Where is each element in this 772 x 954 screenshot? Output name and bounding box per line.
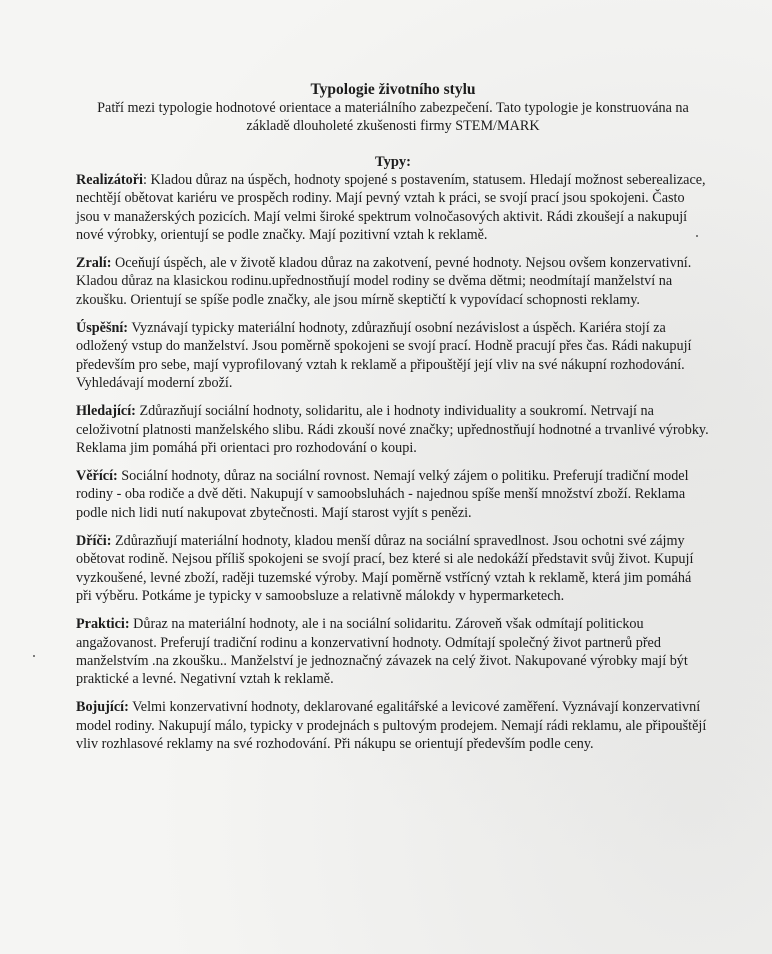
scan-speck xyxy=(696,235,698,237)
types-heading: Typy: xyxy=(375,154,411,170)
document-title: Typologie životního stylu xyxy=(310,81,476,98)
section-name: Úspěšní: xyxy=(76,320,129,337)
section-name: Zralí: xyxy=(76,255,112,272)
section-text: Kladou důraz na úspěch, hodnoty spojené s postavením, statusem. Hledají možnost seberealizace, nechtějí obětovat kariéru ve prospěch rodiny. Mají pevný vztah k práci, se svojí prací jsou spokojeni. Často jsou v manažerských pozicích. Mají velmi široké spektrum volnočasových aktivit. Rádi zkoušejí a nakupují nové výrobky, orientují se podle značky. Mají pozitivní vztah k reklamě. xyxy=(76,172,706,243)
section-praktici xyxy=(76,615,710,688)
section-hledajici xyxy=(76,402,710,457)
section-text: Sociální hodnoty, důraz na sociální rovnost. Nemají velký zájem o politiku. Preferují tradiční model rodiny - oba rodiče a dvě děti. Nakupují v samoobsluhách - najednou spíše menší množství zboží. Reklama podle nich lidi nutí nakupovat zbytečnosti. Mají starost vyjít s penězi. xyxy=(76,468,689,521)
section-text: Zdůrazňují sociální hodnoty, solidaritu, ale i hodnoty individuality a soukromí. Netrvají na celoživotní platnosti manželského slibu. Rádi zkouší nové značky; upřednostňují hodnotné a trvanlivé výrobky. Reklama jim pomáhá při orientaci pro rozhodování o koupi. xyxy=(76,403,709,456)
section-text: Vyznávají typicky materiální hodnoty, zdůrazňují osobní nezávislost a úspěch. Kariéra stojí za odložený vstup do manželství. Jsou poměrně spokojeni se svojí prací. Hodně pracují přes čas. Rádi nakupují především pro sebe, mají vyprofilovaný vztah k reklamě a připouštějí její vliv na své nákupní rozhodování. Vyhledávají moderní zboží. xyxy=(76,320,692,391)
section-text: Důraz na materiální hodnoty, ale i na sociální solidaritu. Zároveň však odmítají politickou angažovanost. Preferují tradiční rodinu a konzervativní hodnoty. Odmítají společný život partnerů před manželstvím .na zkoušku.. Manželství je jednoznačný závazek na celý život. Nakupované výrobky mají být praktické a levné. Negativní vztah k reklamě. xyxy=(76,616,688,688)
section-realizatori xyxy=(76,171,710,244)
section-bojujici xyxy=(76,698,710,753)
section-name: Bojující: xyxy=(76,699,129,716)
section-separator: : xyxy=(142,172,147,188)
document-subtitle: Patří mezi typologie hodnotové orientace a materiálního zabezpečení. Tato typologie je konstruována na základě dlouholeté zkušenosti firmy STEM/MARK xyxy=(97,100,689,134)
section-drici xyxy=(76,532,710,605)
document-body xyxy=(76,80,710,763)
section-name: Věřící: xyxy=(76,468,118,485)
section-verici xyxy=(76,467,710,522)
section-name: Dříči: xyxy=(76,533,112,550)
section-text: Oceňují úspěch, ale v životě kladou důraz na zakotvení, pevné hodnoty. Nejsou ovšem konzervativní. Kladou důraz na klasickou rodinu.upřednostňují model rodiny se dvěma dětmi; neodmítají manželství na zkoušku. Orientují se spíše podle značky, ale jsou mírně skeptičtí k vypovídací schopnosti reklamy. xyxy=(76,255,692,308)
scan-speck xyxy=(33,655,35,657)
section-text: Velmi konzervativní hodnoty, deklarované egalitářské a levicové zaměření. Vyznávají konzervativní model rodiny. Nakupují málo, typicky v prodejnách s pultovým prodejem. Nemají rádi reklamu, ale připouštějí vliv rozhlasové reklamy na své rozhodování. Při nákupu se orientují především podle ceny. xyxy=(76,699,707,753)
section-name: Realizátoři xyxy=(76,172,143,188)
section-name: Praktici: xyxy=(76,616,130,633)
section-zrali xyxy=(76,254,710,309)
section-uspesni xyxy=(76,319,710,392)
section-name: Hledající: xyxy=(76,403,136,420)
section-text: Zdůrazňují materiální hodnoty, kladou menší důraz na sociální spravedlnost. Jsou ochotni své zájmy obětovat rodině. Nejsou příliš spokojeni se svojí prací, bez které si ale nedokáží představit svůj život. Kupují vyzkoušené, levné zboží, raději tuzemské výroby. Mají poměrně vstřícný vztah k reklamě, která jim pomáhá při výběru. Potkáme je typicky v samoobsluze a relativně málokdy v hypermarketech. xyxy=(76,533,694,604)
